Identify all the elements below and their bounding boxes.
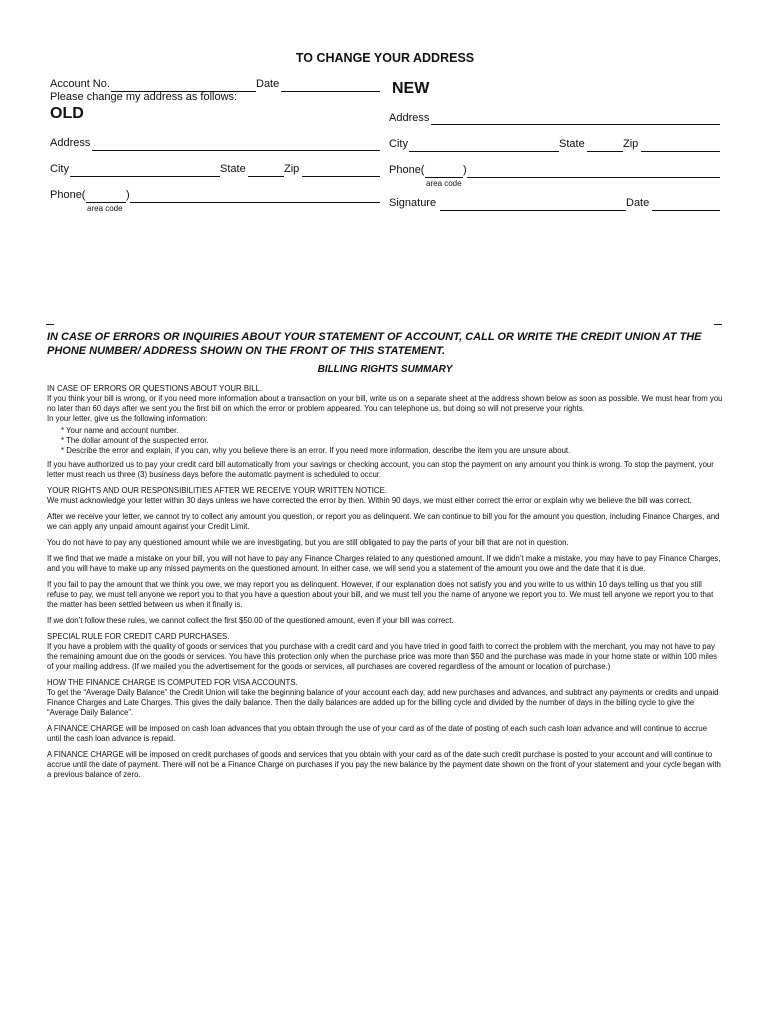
- old-phone-label: Phone(: [50, 189, 86, 201]
- old-area-code-field[interactable]: [86, 202, 126, 203]
- old-address-label: Address: [50, 137, 91, 149]
- section-heading: IN CASE OF ERRORS OR QUESTIONS ABOUT YOUR BILL.: [47, 384, 263, 393]
- new-zip-field[interactable]: [641, 151, 720, 152]
- notice-heading: IN CASE OF ERRORS OR INQUIRIES ABOUT YOUR STATEMENT OF ACCOUNT, CALL OR WRITE THE CREDIT UNION AT THE PHONE NUMBER/ ADDRESS SHOWN ON THE FRONT OF THIS STATEMENT.: [47, 331, 702, 357]
- info-list: [47, 426, 723, 456]
- billing-rights-body: [47, 384, 723, 786]
- cut-mark-left: [46, 324, 54, 325]
- new-area-code-field[interactable]: [425, 177, 463, 178]
- signature-date-field[interactable]: [652, 210, 720, 211]
- new-address-label: Address: [389, 112, 430, 124]
- signature-date-label: Date: [626, 197, 650, 209]
- section-heading: SPECIAL RULE FOR CREDIT CARD PURCHASES.: [47, 632, 230, 641]
- old-phone-field[interactable]: [130, 202, 380, 203]
- new-phone-field[interactable]: [467, 177, 720, 178]
- old-heading: OLD: [50, 105, 84, 122]
- old-state-field[interactable]: [248, 176, 284, 177]
- old-address-field[interactable]: [92, 150, 380, 151]
- new-area-code-caption: area code: [426, 179, 462, 188]
- signature-label: Signature: [389, 197, 437, 209]
- new-address-field[interactable]: [431, 124, 720, 125]
- new-city-label: City: [389, 138, 408, 150]
- date-field[interactable]: [281, 91, 380, 92]
- paragraph: If you have a problem with the quality of goods or services that you purchase with a credit card and you have tried in good faith to correct the problem with the merchant, you may not have to pay the remaining amount due on the goods or services. You have this protection only when the purchase price was more than $50 and the purchase was made in your home state or within 100 miles of your mailing address. (If we mailed you the advertisement for the goods or services, all purchases are covered regardless of the amount or location of purchase.): [47, 642, 718, 671]
- paragraph: If we find that we made a mistake on your bill, you will not have to pay any Finance Charges related to any questioned amount. If we didn’t make a mistake, you may have to pay Finance Charges, and you will have to make up any missed payments on the questioned amount. In either case, we will send you a statement of the amount you owe and the date that it is due.: [47, 554, 721, 573]
- instruction-text: Please change my address as follows:: [50, 91, 238, 103]
- old-state-label: State: [220, 163, 246, 175]
- cut-mark-right: [714, 324, 722, 325]
- new-state-field[interactable]: [587, 151, 623, 152]
- new-state-label: State: [559, 138, 585, 150]
- section-heading: HOW THE FINANCE CHARGE IS COMPUTED FOR VISA ACCOUNTS.: [47, 678, 298, 687]
- old-zip-field[interactable]: [302, 176, 380, 177]
- billing-rights-summary-title: BILLING RIGHTS SUMMARY: [317, 364, 453, 375]
- paragraph: If you think your bill is wrong, or if you need more information about a transaction on your bill, write us on a separate sheet at the address shown below as soon as possible. We must hear from you no later than 60 days after we sent you the first bill on which the error or problem appeared. You can telephone us, but doing so will not preserve your rights.: [47, 394, 723, 413]
- new-heading: NEW: [392, 80, 430, 97]
- date-label: Date: [256, 78, 280, 90]
- paragraph: If you have authorized us to pay your credit card bill automatically from your savings or checking account, you can stop the payment on any amount you think is wrong. To stop the payment, your letter must reach us three (3) business days before the automatic payment is scheduled to occur.: [47, 460, 714, 479]
- old-zip-label: Zip: [284, 163, 300, 175]
- account-no-label: Account No.: [50, 78, 110, 90]
- signature-field[interactable]: [440, 210, 626, 211]
- old-city-label: City: [50, 163, 69, 175]
- list-item: * The dollar amount of the suspected error.: [61, 436, 209, 445]
- section-heading: YOUR RIGHTS AND OUR RESPONSIBILITIES AFTER WE RECEIVE YOUR WRITTEN NOTICE.: [47, 486, 387, 495]
- new-city-field[interactable]: [409, 151, 559, 152]
- paragraph: A FINANCE CHARGE will be imposed on cash loan advances that you obtain through the use of your card as of the date of posting of each such cash loan advance and will continue to accrue until the cash loan advance is repaid.: [47, 724, 708, 743]
- paragraph: We must acknowledge your letter within 30 days unless we have corrected the error by then. Within 90 days, we must either correct the error or explain why we believe the bill was correct.: [47, 496, 692, 505]
- new-phone-label: Phone(: [389, 164, 425, 176]
- paragraph: After we receive your letter, we cannot try to collect any amount you question, or report you as delinquent. We can continue to bill you for the amount you question, including Finance Charges, and we can apply any unpaid amount against your Credit Limit.: [47, 512, 720, 531]
- paragraph: A FINANCE CHARGE will be imposed on credit purchases of goods and services that you obtain with your card as of the date such credit purchase is posted to your account and will continue to accrue until the date of payment. There will not be a Finance Charge on purchases if you pay the new balance by the payment date shown on the front of your statement and your cycle began with a previous balance of zero.: [47, 750, 721, 779]
- old-area-code-caption: area code: [87, 204, 123, 213]
- new-zip-label: Zip: [623, 138, 639, 150]
- paragraph: If we don’t follow these rules, we cannot collect the first $50.00 of the questioned amount, even if your bill was correct.: [47, 616, 454, 625]
- old-phone-close: ): [126, 189, 130, 201]
- old-city-field[interactable]: [70, 176, 220, 177]
- paragraph: To get the “Average Daily Balance” the Credit Union will take the beginning balance of your account each day, add new purchases and advances, and subtract any payments or credits and unpaid Finance Charges and Late Charges. This gives the daily balance. Then the daily balances are added up for the billing cycle and divided by the number of days in the billing cycle to give the “Average Daily Balance”.: [47, 688, 719, 717]
- list-item: * Your name and account number.: [61, 426, 179, 435]
- list-item: * Describe the error and explain, if you can, why you believe there is an error. If you need more information, describe the item you are unsure about.: [61, 446, 571, 455]
- paragraph: You do not have to pay any questioned amount while we are investigating, but you are still obligated to pay the parts of your bill that are not in question.: [47, 538, 569, 547]
- form-title: TO CHANGE YOUR ADDRESS: [295, 51, 475, 65]
- paragraph: If you fail to pay the amount that we think you owe, we may report you as delinquent. However, if our explanation does not satisfy you and you write to us within 10 days telling us that you still refuse to pay, we must tell anyone we report you to that you have a question about your bill, and we must tell you the name of anyone we report you to. We must tell anyone we report you to that the matter has been settled between us when it finally is.: [47, 580, 714, 609]
- paragraph: In your letter, give us the following information:: [47, 414, 208, 423]
- new-phone-close: ): [463, 164, 467, 176]
